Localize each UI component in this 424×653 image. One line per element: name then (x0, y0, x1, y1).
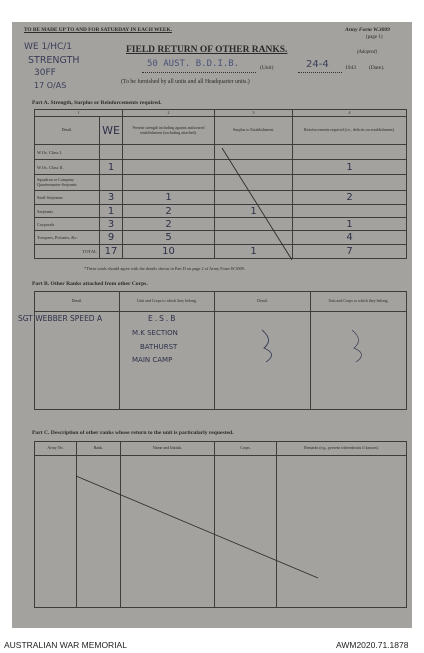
margin-note-4: 17 O/AS (34, 81, 67, 90)
header-remarks: Remarks (e.g., present whereabouts if known). (277, 442, 407, 456)
row-reinf: 1 (293, 160, 407, 175)
form-title: FIELD RETURN OF OTHER RANKS. (126, 45, 288, 55)
row-detail: W.Os. Class I. (35, 145, 100, 160)
row-present (123, 160, 215, 175)
date-line (298, 72, 342, 73)
header-row (35, 442, 407, 456)
colnum-1: 1 (35, 110, 123, 117)
row-surplus: 1 (215, 205, 293, 218)
row-present: 1 (123, 191, 215, 205)
entry-detail: SGT WEBBER SPEED A (18, 314, 103, 323)
header-detail-2: Detail. (215, 292, 311, 312)
row-we (100, 175, 123, 191)
row-present: 2 (123, 218, 215, 231)
entry-unit-4: MAIN CAMP (132, 356, 173, 364)
entry-detail-cell (35, 312, 120, 410)
row-reinf (293, 145, 407, 160)
row-present: 5 (123, 231, 215, 245)
header-unit-corps-2: Unit and Corps to which they belong. (311, 292, 407, 312)
row-we: 1 (100, 205, 123, 218)
part-c-strike-line (72, 472, 322, 582)
part-c-title: Part C. Description of other ranks whose return to the unit is particularly requested. (32, 430, 234, 436)
date-label: (Date). (369, 65, 385, 71)
row-detail: Troopers, Privates, &c. (35, 231, 100, 245)
entry-unit-2: M.K SECTION (132, 329, 178, 337)
unit-line (142, 72, 256, 73)
row-we: 3 (100, 218, 123, 231)
part-b-bracket-marks (252, 326, 382, 366)
header-detail: Detail. (35, 292, 120, 312)
row-reinf: 1 (293, 218, 407, 231)
row-reinf: 4 (293, 231, 407, 245)
colnum-3: 3 (215, 110, 293, 117)
date-handwritten: 24-4 (306, 59, 329, 70)
furnish-note: (To be furnished by all units and all Headquarter units.) (121, 79, 250, 85)
footer-accession: AWM2020.71.1878 (336, 640, 409, 650)
column-number-row (35, 110, 407, 117)
row-reinf (293, 175, 407, 191)
row-we: 3 (100, 191, 123, 205)
page-number: (page 1) (366, 35, 383, 40)
row-detail: Staff Serjeants (35, 191, 100, 205)
header-detail: Detail. (35, 117, 100, 145)
header-corps: Corps. (215, 442, 277, 456)
row-detail: Corporals (35, 218, 100, 231)
row-we: 1 (100, 160, 123, 175)
unit-label: (Unit) (260, 65, 274, 71)
unit-stamp: 50 AUST. B.D.I.B. (147, 59, 240, 69)
adopted-note: (Adopted) (357, 50, 377, 55)
total-present: 10 (123, 245, 215, 259)
colnum-2: 2 (123, 110, 215, 117)
date-year: 1943 (345, 65, 356, 71)
row-detail: W.Os. Class II. (35, 160, 100, 175)
total-reinf: 7 (293, 245, 407, 259)
row-present (123, 175, 215, 191)
header-row (35, 117, 407, 145)
total-we: 17 (100, 245, 123, 259)
header-we: WE (100, 117, 123, 145)
footer-institution: AUSTRALIAN WAR MEMORIAL (4, 640, 127, 650)
margin-note-1: WE 1/HC/1 (24, 42, 73, 52)
header-surplus: Surplus to Establishment. (215, 117, 293, 145)
row-reinf (293, 205, 407, 218)
surplus-strike-line (214, 144, 296, 264)
margin-note-3: 30FF (34, 68, 56, 78)
row-we: 9 (100, 231, 123, 245)
row-present (123, 145, 215, 160)
row-detail: Squadron or Company Quartermaster-Serjeants (35, 175, 100, 191)
margin-note-2: STRENGTH (28, 55, 80, 66)
header-row (35, 292, 407, 312)
header-reinforcements: Reinforcements required (i.e., deficits on establishment). (293, 117, 407, 145)
row-reinf: 2 (293, 191, 407, 205)
empty-cell (35, 456, 77, 608)
top-note: TO BE MADE UP TO AND FOR SATURDAY IN EACH WEEK. (24, 27, 172, 33)
row-we (100, 145, 123, 160)
part-a-note: *These totals should agree with the details shown in Part D on page 2 of Army Form W.3009. (84, 266, 245, 271)
row-detail: Serjeants (35, 205, 100, 218)
row-present: 2 (123, 205, 215, 218)
header-rank: Rank. (77, 442, 121, 456)
total-label: TOTAL (35, 245, 100, 259)
part-b-title: Part B. Other Ranks attached from other Corps. (32, 281, 148, 287)
army-form-number: Army Form W.3009 (345, 27, 390, 33)
total-surplus: 1 (215, 245, 293, 259)
form-sheet (12, 22, 412, 628)
header-name: Name and Initials. (121, 442, 215, 456)
colnum-4: 4 (293, 110, 407, 117)
header-army-no: Army No. (35, 442, 77, 456)
entry-unit-3: BATHURST (140, 343, 178, 351)
part-a-title: Part A. Strength, Surplus or Reinforcements required. (32, 100, 162, 106)
header-unit-corps: Unit and Corps to which they belong. (120, 292, 215, 312)
header-present: Present strength including against authorized establishment (excluding attached). (123, 117, 215, 145)
entry-unit-1: E.S.B (148, 314, 178, 323)
